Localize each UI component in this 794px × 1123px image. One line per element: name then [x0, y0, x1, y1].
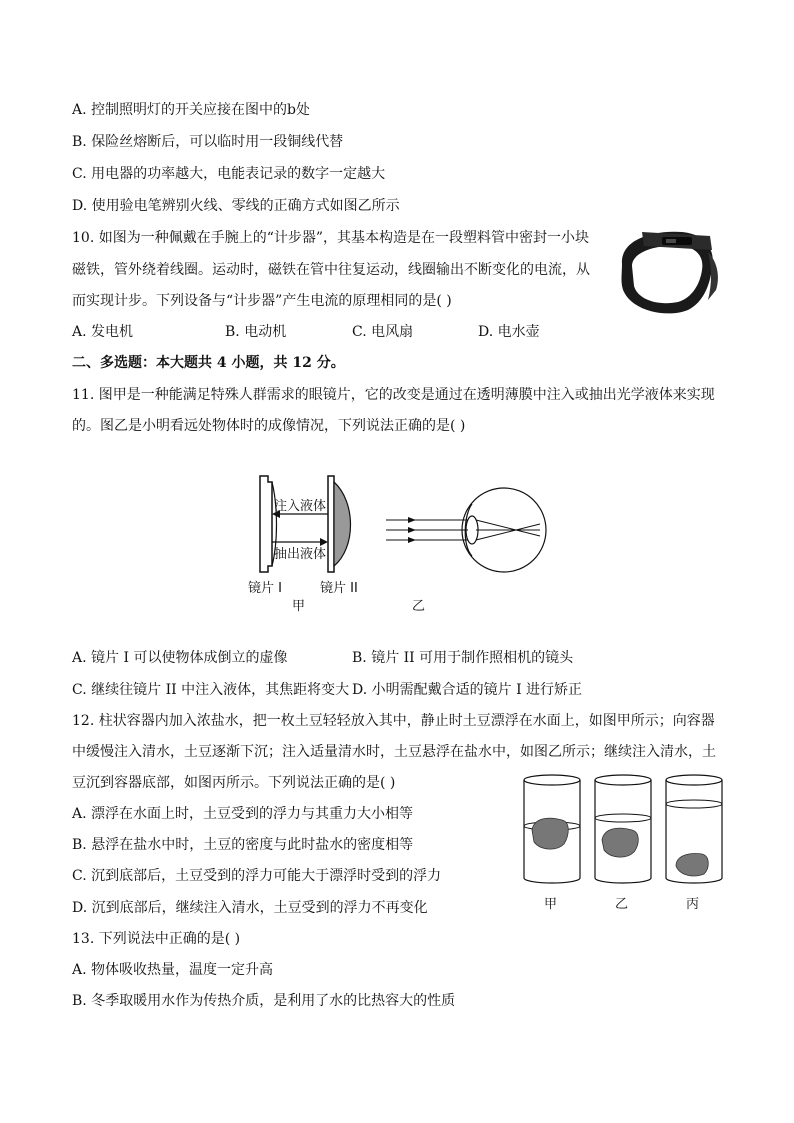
cylinder-label-yi: 乙 [615, 897, 629, 912]
q9-option-d: D. 使用验电笔辨别火线、零线的正确方式如图乙所示 [72, 198, 400, 214]
q9-option-c: C. 用电器的功率越大，电能表记录的数字一定越大 [72, 166, 386, 182]
q12-option-b: B. 悬浮在盐水中时，土豆的密度与此时盐水的密度相等 [72, 837, 414, 853]
figure-yi-label: 乙 [412, 599, 426, 614]
q12-stem-line2: 中缓慢注入清水，土豆逐渐下沉；注入适量清水时，土豆悬浮在盐水中，如图乙所示；继续注入清水，土 [72, 744, 716, 760]
q12-option-d: D. 沉到底部后，继续注入清水，土豆受到的浮力不再变化 [72, 900, 428, 916]
q10-stem-line3: 而实现计步。下列设备与“计步器”产生电流的原理相同的是( ) [72, 293, 452, 309]
lens-eye-figure [236, 462, 566, 622]
inject-label: 注入液体 [274, 499, 327, 514]
q10-stem-line2: 磁铁，管外绕着线圈。运动时，磁铁在管中往复运动，线圈输出不断变化的电流，从 [72, 262, 590, 278]
lens-two-diagram [328, 476, 351, 572]
q10-option-d: D. 电水壶 [478, 324, 540, 340]
section-heading: 二、多选题：本大题共 4 小题，共 12 分。 [72, 355, 345, 371]
q11-stem-line2: 的。图乙是小明看远处物体时的成像情况，下列说法正确的是( ) [72, 418, 466, 434]
q9-option-b: B. 保险丝熔断后，可以临时用一段铜线代替 [72, 134, 344, 150]
q12-option-a: A. 漂浮在水面上时，土豆受到的浮力与其重力大小相等 [72, 806, 414, 822]
q11-stem-line1: 11. 图甲是一种能满足特殊人群需求的眼镜片，它的改变是通过在透明薄膜中注入或抽出光学液体来实现 [72, 387, 715, 403]
q13-option-b: B. 冬季取暖用水作为传热介质，是利用了水的比热容大的性质 [72, 993, 456, 1009]
q12-option-c: C. 沉到底部后，土豆受到的浮力可能大于漂浮时受到的浮力 [72, 868, 442, 884]
q12-stem-line1: 12. 柱状容器内加入浓盐水，把一枚土豆轻轻放入其中，静止时土豆漂浮在水面上，如图甲所示；向容器 [72, 713, 715, 729]
cylinder-label-bing: 丙 [686, 897, 700, 912]
q10-option-a: A. 发电机 [72, 324, 134, 340]
q9-option-a: A. 控制照明灯的开关应接在图中的b处 [72, 102, 310, 118]
q10-stem-line1: 10. 如图为一种佩戴在手腕上的“计步器”，其基本构造是在一段塑料管中密封一小块 [72, 230, 590, 246]
q10-option-b: B. 电动机 [225, 324, 287, 340]
q11-option-c: C. 继续往镜片 II 中注入液体，其焦距将变大 [72, 682, 350, 698]
cylinder-yi [595, 775, 651, 883]
eye-diagram [386, 488, 546, 572]
q11-option-d: D. 小明需配戴合适的镜片 I 进行矫正 [352, 682, 583, 698]
q11-option-b: B. 镜片 II 可用于制作照相机的镜头 [352, 650, 574, 666]
q10-option-c: C. 电风扇 [352, 324, 414, 340]
q13-stem: 13. 下列说法中正确的是( ) [72, 931, 241, 947]
cylinder-label-jia: 甲 [544, 897, 558, 912]
q11-option-a: A. 镜片 I 可以使物体成倒立的虚像 [72, 650, 288, 666]
fitness-tracker-image [612, 222, 724, 322]
cylinder-jia [524, 775, 580, 883]
lens1-label: 镜片 I [248, 581, 282, 596]
q12-stem-line3: 豆沉到容器底部，如图丙所示。下列说法正确的是( ) [72, 775, 396, 791]
potato-cylinders-figure [518, 770, 728, 912]
q13-option-a: A. 物体吸收热量，温度一定升高 [72, 962, 274, 978]
figure-jia-label: 甲 [292, 599, 306, 614]
lens2-label: 镜片 II [320, 581, 358, 596]
cylinder-bing [666, 775, 722, 883]
extract-label: 抽出液体 [274, 547, 327, 562]
